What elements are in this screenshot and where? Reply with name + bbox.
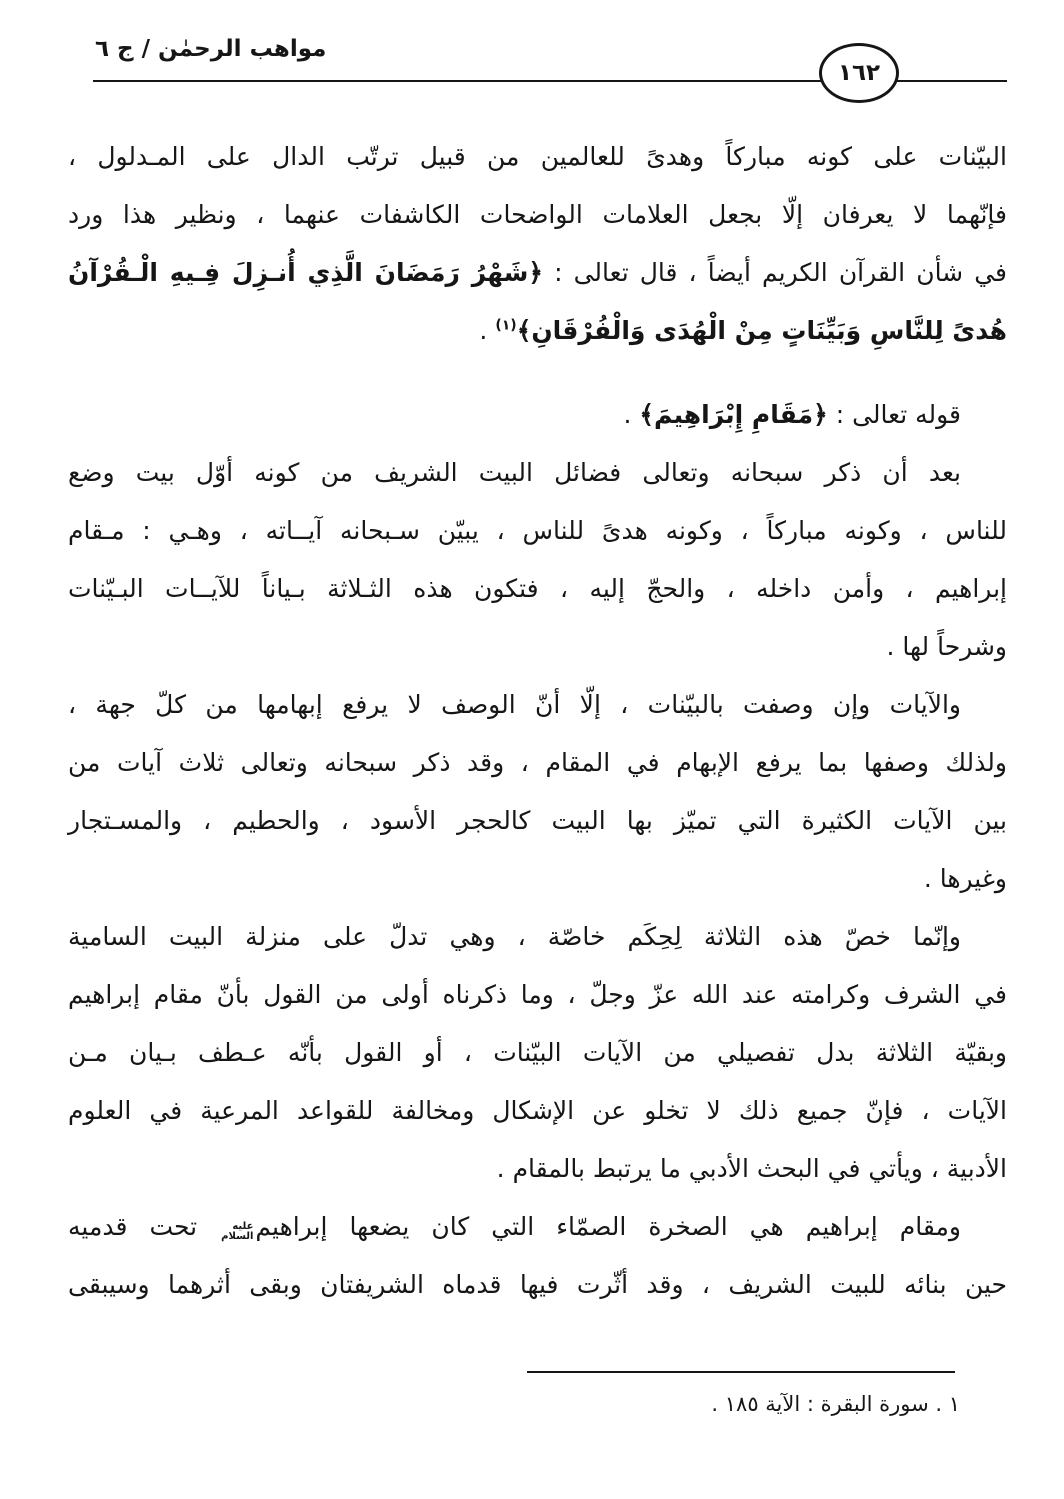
- quran-verse-text: ﴿مَقَامِ إِبْرَاهِيمَ﴾: [639, 400, 828, 429]
- text-line: [68, 386, 1007, 444]
- line-text: تحت قدميه: [68, 1212, 220, 1241]
- text-line: [68, 128, 1007, 186]
- text-line: [68, 302, 1007, 360]
- body-text: [68, 128, 1007, 1314]
- line-text: للناس ، وكونه مباركاً ، وكونه هدىً للناس ، يبيّن سـبحانه آيــاته ، وهـي : مـقام: [68, 516, 1007, 545]
- line-text: الآيات ، فإنّ جميع ذلك لا تخلو عن الإشكال ومخالفة للقواعد المرعية في العلوم: [68, 1096, 1007, 1125]
- line-text: .: [479, 316, 496, 345]
- line-text: ولذلك وصفها بما يرفع الإبهام في المقام ، وقد ذكر سبحانه وتعالى ثلاث آيات من: [68, 748, 1007, 777]
- quran-verse-text: هُدىً لِلنَّاسِ وَبَيِّنَاتٍ مِنْ الْهُدَى وَالْفُرْقَانِ﴾: [516, 316, 1007, 345]
- page-number: ١٦٢: [837, 60, 881, 86]
- line-text: بين الآيات الكثيرة التي تميّز بها البيت كالحجر الأسود ، والحطيم ، والمسـتجار: [68, 806, 1007, 835]
- line-text: البيّنات على كونه مباركاً وهدىً للعالمين من قبيل ترتّب الدال على المـدلول ،: [68, 142, 1007, 171]
- text-line: [68, 444, 1007, 502]
- line-text: في شأن القرآن الكريم أيضاً ، قال تعالى :: [543, 258, 1008, 287]
- line-text: وبقيّة الثلاثة بدل تفصيلي من الآيات البيّنات ، أو القول بأنّه عـطف بـيان مـن: [68, 1038, 1007, 1067]
- line-text: وإنّما خصّ هذه الثلاثة لِحِكَم خاصّة ، وهي تدلّ على منزلة البيت السامية: [68, 922, 961, 951]
- text-line: [68, 618, 1007, 676]
- line-text: قوله تعالى :: [827, 400, 961, 429]
- text-line: [68, 244, 1007, 302]
- quran-verse-text: ﴿شَهْرُ رَمَضَانَ الَّذِي أُنـزِلَ فِـيهِ الْـقُرْآنُ: [68, 258, 543, 287]
- page-number-badge: [819, 43, 899, 103]
- text-line: [68, 676, 1007, 734]
- footnote-rule: [527, 1371, 955, 1373]
- line-text: وشرحاً لها .: [886, 632, 1007, 661]
- line-text: إبراهيم ، وأمن داخله ، والحجّ إليه ، فتكون هذه الثـلاثة بـياناً للآيــات البـيّنات: [68, 574, 1007, 603]
- line-text: والآيات وإن وصفت بالبيّنات ، إلّا أنّ الوصف لا يرفع إبهامها من كلّ جهة ،: [68, 690, 961, 719]
- honorific-alayhis-salam: [221, 1222, 253, 1243]
- book-title: مواهب الرحمٰن / ج ٦: [95, 36, 327, 62]
- footnote-marker: (١): [495, 317, 517, 334]
- text-line: [68, 850, 1007, 908]
- honorific-bottom: السلام: [221, 1231, 254, 1242]
- line-text: حين بنائه للبيت الشريف ، وقد أثّرت فيها قدماه الشريفتان وبقى أثرهما وسيبقى: [68, 1270, 1007, 1299]
- line-text: .: [623, 400, 640, 429]
- line-text: فإنّهما لا يعرفان إلّا بجعل العلامات الواضحات الكاشفات عنهما ، ونظير هذا ورد: [68, 200, 1007, 229]
- text-line: [68, 966, 1007, 1024]
- text-line: [68, 1256, 1007, 1314]
- line-text: وغيرها .: [923, 864, 1007, 893]
- text-line: [68, 734, 1007, 792]
- text-line: [68, 908, 1007, 966]
- honorific-top: عليه: [232, 1220, 254, 1232]
- line-text: في الشرف وكرامته عند الله عزّ وجلّ ، وما ذكرناه أولى من القول بأنّ مقام إبراهيم: [68, 980, 1007, 1009]
- text-line: [68, 502, 1007, 560]
- text-line: [68, 1140, 1007, 1198]
- text-line: [68, 792, 1007, 850]
- line-text: بعد أن ذكر سبحانه وتعالى فضائل البيت الشريف من كونه أوّل بيت وضع: [68, 458, 961, 487]
- text-line: [68, 186, 1007, 244]
- text-line: [68, 560, 1007, 618]
- text-line: [68, 1024, 1007, 1082]
- text-line: [68, 1082, 1007, 1140]
- footnote-text: ١ . سورة البقرة : الآية ١٨٥ .: [711, 1392, 960, 1416]
- line-text: ومقام إبراهيم هي الصخرة الصمّاء التي كان يضعها إبراهيم: [255, 1212, 961, 1241]
- text-line: [68, 1198, 1007, 1256]
- line-text: الأدبية ، ويأتي في البحث الأدبي ما يرتبط بالمقام .: [496, 1154, 1007, 1183]
